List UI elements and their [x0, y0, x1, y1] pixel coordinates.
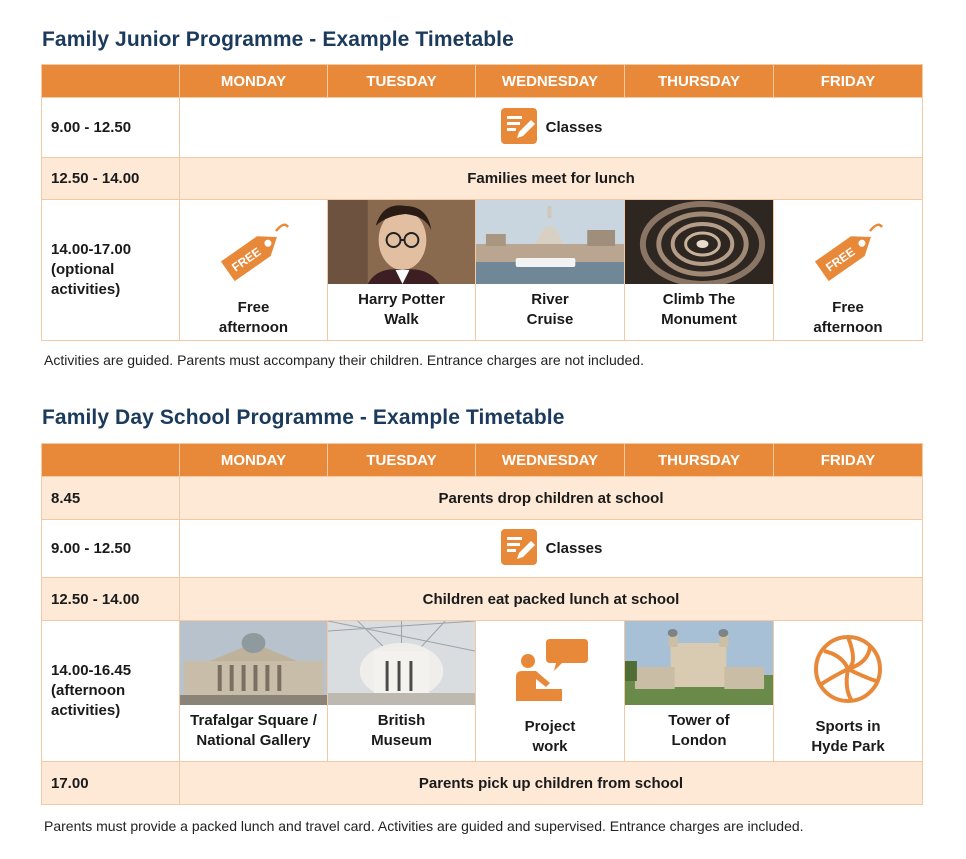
day-header-tuesday: TUESDAY: [328, 65, 476, 98]
activity-label: Tower of London: [668, 712, 730, 749]
junior-row-lunch: [42, 158, 923, 200]
project-work-icon: [476, 621, 624, 711]
junior-timetable: [41, 64, 923, 341]
dayschool-timetable: [41, 443, 923, 805]
dayschool-row-dropoff: [42, 477, 923, 520]
harry-potter-photo: [328, 200, 475, 284]
time-label: 9.00 - 12.50: [42, 98, 180, 158]
activity-cell: [180, 200, 328, 341]
classes-cell: [180, 98, 923, 158]
activity-cell: [328, 200, 476, 341]
day-header-monday: MONDAY: [180, 444, 328, 477]
activity-label: Harry Potter Walk: [358, 291, 445, 328]
dayschool-row-activities: [42, 621, 923, 762]
dayschool-row-lunch: [42, 578, 923, 621]
activity-label: Climb The Monument: [661, 291, 737, 328]
time-label: 9.00 - 12.50: [42, 520, 180, 578]
lunch-cell: Families meet for lunch: [180, 158, 923, 200]
junior-row-classes: [42, 98, 923, 158]
monument-staircase-photo: [625, 200, 773, 284]
national-gallery-photo: [180, 621, 327, 705]
activity-cell: [774, 621, 923, 762]
classes-cell: [180, 520, 923, 578]
junior-header-row: [42, 65, 923, 98]
time-label: 17.00: [42, 762, 180, 805]
time-label: 12.50 - 14.00: [42, 158, 180, 200]
time-label: 14.00-17.00 (optional activities): [42, 200, 180, 341]
lunch-cell: Children eat packed lunch at school: [180, 578, 923, 621]
free-tag-text: FREE: [228, 244, 264, 275]
british-museum-photo: [328, 621, 475, 705]
day-header-wednesday: WEDNESDAY: [476, 65, 625, 98]
activity-cell: [476, 200, 625, 341]
activity-cell: [625, 621, 774, 762]
day-header-thursday: THURSDAY: [625, 65, 774, 98]
river-cruise-photo: [476, 200, 624, 284]
dayschool-row-classes: [42, 520, 923, 578]
day-header-tuesday: TUESDAY: [328, 444, 476, 477]
activity-cell: [180, 621, 328, 762]
dayschool-note: Parents must provide a packed lunch and travel card. Activities are guided and supervised. Entrance charges are included.: [44, 818, 804, 834]
free-tag-icon: [180, 200, 327, 292]
activity-cell: [328, 621, 476, 762]
junior-title: Family Junior Programme - Example Timetable: [42, 28, 514, 51]
activity-label: River Cruise: [526, 291, 574, 328]
day-header-wednesday: WEDNESDAY: [476, 444, 625, 477]
activity-label: Free afternoon: [813, 299, 883, 336]
activity-label: Project work: [524, 718, 576, 755]
dayschool-row-pickup: [42, 762, 923, 805]
junior-note: Activities are guided. Parents must accompany their children. Entrance charges are not included.: [44, 352, 644, 368]
tower-of-london-photo: [625, 621, 773, 705]
dayschool-header-row: [42, 444, 923, 477]
activity-cell: [774, 200, 923, 341]
classes-text: Classes: [545, 540, 603, 557]
activity-label: British Museum: [371, 712, 432, 749]
pencil-note-icon: [500, 107, 538, 149]
activity-label: Free afternoon: [218, 299, 289, 336]
activity-label: Trafalgar Square / National Gallery: [190, 712, 317, 749]
activity-label: Sports in Hyde Park: [811, 718, 885, 755]
corner-cell: [42, 65, 180, 98]
free-tag-text: FREE: [823, 244, 858, 275]
pencil-note-icon: [500, 528, 538, 570]
day-header-thursday: THURSDAY: [625, 444, 774, 477]
corner-cell: [42, 444, 180, 477]
time-label: 14.00-16.45 (afternoon activities): [42, 621, 180, 762]
day-header-friday: FRIDAY: [774, 444, 923, 477]
dayschool-title: Family Day School Programme - Example Timetable: [42, 406, 565, 429]
time-label: 8.45: [42, 477, 180, 520]
time-label: 12.50 - 14.00: [42, 578, 180, 621]
activity-cell: [625, 200, 774, 341]
day-header-monday: MONDAY: [180, 65, 328, 98]
free-tag-icon: [774, 200, 922, 292]
pickup-cell: Parents pick up children from school: [180, 762, 923, 805]
day-header-friday: FRIDAY: [774, 65, 923, 98]
volleyball-icon: [774, 621, 922, 711]
activity-cell: [476, 621, 625, 762]
classes-text: Classes: [545, 119, 603, 136]
junior-row-activities: [42, 200, 923, 341]
dropoff-cell: Parents drop children at school: [180, 477, 923, 520]
